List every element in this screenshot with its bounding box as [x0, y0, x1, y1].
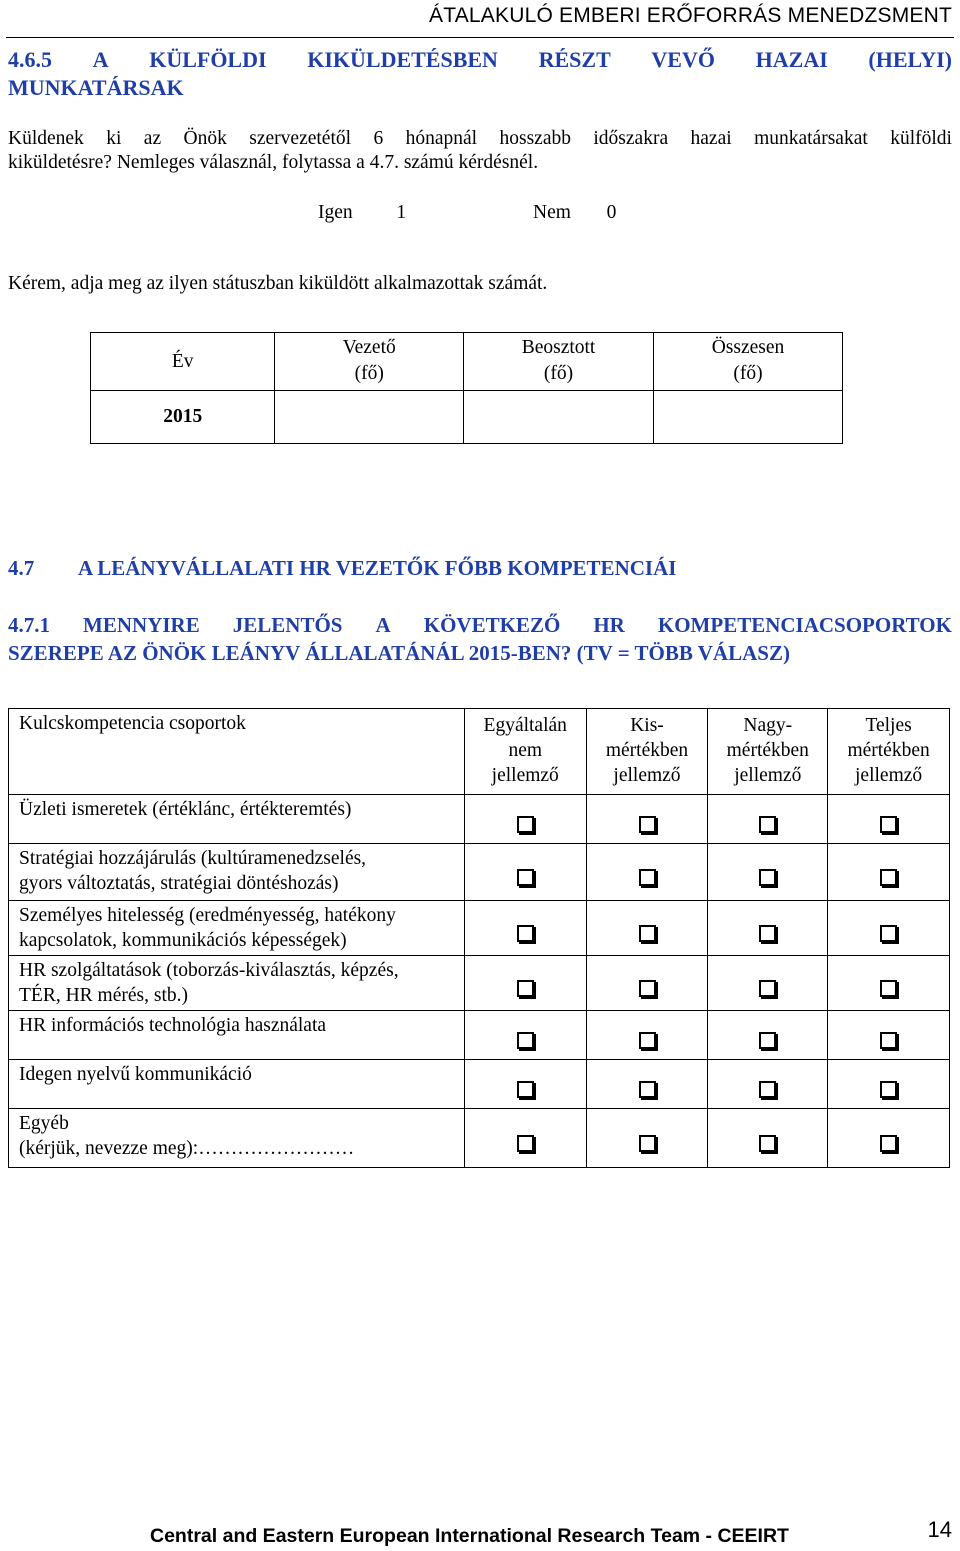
title-word: KÜLFÖLDI	[149, 47, 267, 72]
rating-cell	[828, 844, 950, 901]
checkbox-icon[interactable]	[880, 1081, 897, 1098]
title-word: A	[375, 613, 391, 637]
section-471-heading	[8, 611, 952, 667]
question-word: hónapnál	[405, 128, 478, 149]
no-label: Nem	[533, 202, 571, 223]
scale-header-line: mértékben	[605, 740, 689, 761]
competency-label-line: TÉR, HR mérés, stb.)	[19, 985, 188, 1006]
scale-header-not-typical	[464, 709, 586, 795]
rating-cell	[464, 844, 586, 901]
rating-cell	[708, 795, 828, 844]
scale-header-line: mértékben	[847, 740, 930, 761]
rating-cell	[464, 1060, 586, 1109]
checkbox-icon[interactable]	[759, 1135, 776, 1152]
rating-cell	[586, 956, 708, 1011]
rating-cell	[708, 901, 828, 956]
competency-label-line: Idegen nyelvű kommunikáció	[19, 1064, 252, 1085]
question-line2: kiküldetésre? Nemleges válasznál, folytassa a 4.7. számú kérdésnél.	[8, 152, 539, 173]
rating-cell	[708, 956, 828, 1011]
scale-header-line: jellemző	[734, 765, 802, 786]
scale-header-line: Kis-	[630, 715, 664, 736]
rating-cell	[708, 1109, 828, 1168]
scale-header-line: Teljes	[865, 715, 912, 736]
question-word: Küldenek	[8, 128, 84, 149]
col-leader-header	[275, 333, 464, 391]
checkbox-icon[interactable]	[639, 925, 656, 942]
competency-row	[9, 956, 950, 1011]
competency-label	[9, 901, 465, 956]
question-text	[8, 127, 952, 175]
question-word: külföldi	[890, 128, 952, 149]
checkbox-icon[interactable]	[880, 980, 897, 997]
scale-header-largely	[708, 709, 828, 795]
scale-header-line: Egyáltalán	[483, 715, 567, 736]
scale-header-line: jellemző	[855, 765, 923, 786]
year-cell: 2015	[91, 391, 275, 444]
count-table-header-row	[91, 333, 843, 391]
rating-cell	[464, 795, 586, 844]
rating-cell	[828, 1109, 950, 1168]
checkbox-icon[interactable]	[639, 869, 656, 886]
checkbox-icon[interactable]	[517, 1135, 534, 1152]
checkbox-icon[interactable]	[759, 925, 776, 942]
scale-header-line: mértékben	[726, 740, 809, 761]
competency-label-line: Egyéb	[19, 1113, 69, 1134]
title-word: 4.6.5	[8, 47, 52, 72]
checkbox-icon[interactable]	[639, 1081, 656, 1098]
question-word: Önök	[183, 128, 227, 149]
question-word: az	[143, 128, 162, 149]
scale-header-line: jellemző	[491, 765, 559, 786]
checkbox-icon[interactable]	[880, 1135, 897, 1152]
scale-header-line: nem	[508, 740, 543, 761]
rating-cell	[828, 956, 950, 1011]
checkbox-icon[interactable]	[759, 1081, 776, 1098]
rating-cell	[464, 1109, 586, 1168]
checkbox-icon[interactable]	[517, 925, 534, 942]
title-word: JELENTŐS	[232, 613, 343, 637]
rating-cell	[464, 1011, 586, 1060]
question-word: hosszabb	[499, 128, 571, 149]
competency-row	[9, 844, 950, 901]
rating-cell	[464, 901, 586, 956]
checkbox-icon[interactable]	[517, 1032, 534, 1049]
title-word: KOMPETENCIACSOPORTOK	[657, 613, 952, 637]
competency-label-line: Stratégiai hozzájárulás (kultúramenedzselés,	[19, 848, 367, 869]
checkbox-icon[interactable]	[517, 1081, 534, 1098]
col-total-line: (fő)	[733, 363, 763, 384]
scale-header-line: jellemző	[613, 765, 681, 786]
competency-label	[9, 956, 465, 1011]
checkbox-icon[interactable]	[759, 869, 776, 886]
competency-label	[9, 1109, 465, 1168]
rating-cell	[828, 1011, 950, 1060]
competency-label	[9, 1011, 465, 1060]
competency-row	[9, 1109, 950, 1168]
question-word: hazai	[690, 128, 732, 149]
question-line1	[8, 127, 952, 151]
question-word: ki	[106, 128, 122, 149]
checkbox-icon[interactable]	[639, 1032, 656, 1049]
scale-header-fully	[828, 709, 950, 795]
rating-cell	[828, 901, 950, 956]
title-word: HAZAI	[755, 47, 828, 72]
checkbox-icon[interactable]	[880, 816, 897, 833]
question-word: 6	[373, 128, 384, 149]
checkbox-icon[interactable]	[880, 1032, 897, 1049]
competency-label-line: Üzleti ismeretek (értéklánc, értékteremtés)	[19, 799, 352, 820]
question-word: munkatársakat	[754, 128, 868, 149]
page-number: 14	[927, 1517, 952, 1542]
total-count-field[interactable]	[654, 391, 843, 444]
col-leader-line: Vezető	[342, 337, 396, 358]
rating-cell	[586, 901, 708, 956]
rating-cell	[586, 1109, 708, 1168]
col-leader-line: (fő)	[354, 363, 384, 384]
title-word: 4.7.1	[8, 613, 50, 637]
competency-label	[9, 795, 465, 844]
checkbox-icon[interactable]	[639, 816, 656, 833]
title-word: MENNYIRE	[83, 613, 200, 637]
competency-group-header: Kulcskompetencia csoportok	[9, 709, 465, 795]
checkbox-icon[interactable]	[759, 1032, 776, 1049]
competency-label-line: Személyes hitelesség (eredményesség, hatékony	[19, 905, 396, 926]
rating-cell	[464, 956, 586, 1011]
col-subordinate-line: Beosztott	[521, 337, 596, 358]
rating-cell	[828, 795, 950, 844]
competency-table	[8, 708, 950, 1168]
col-year-header: Év	[91, 333, 275, 391]
title-word: RÉSZT	[538, 47, 611, 72]
section-465-title-line1	[8, 46, 952, 74]
col-subordinate-line: (fő)	[543, 363, 574, 384]
checkbox-icon[interactable]	[517, 816, 534, 833]
section-465-title-line2: MUNKATÁRSAK	[8, 75, 184, 100]
question-word: szervezetétől	[249, 128, 352, 149]
instruction-text: Kérem, adja meg az ilyen státuszban kiküldött alkalmazottak számát.	[8, 273, 548, 294]
yes-option[interactable]	[318, 202, 406, 224]
competency-row	[9, 1060, 950, 1109]
subordinate-count-field[interactable]	[464, 391, 654, 444]
competency-row	[9, 1011, 950, 1060]
section-47-heading	[8, 556, 676, 581]
title-word: A	[92, 47, 109, 72]
competency-rows	[9, 795, 950, 1168]
title-word: KÖVETKEZŐ	[423, 613, 561, 637]
count-table	[90, 332, 843, 444]
rating-cell	[708, 1011, 828, 1060]
footer-text: Central and Eastern European International Research Team - CEEIRT	[150, 1525, 789, 1547]
rating-cell	[708, 844, 828, 901]
running-header: ÁTALAKULÓ EMBERI ERŐFORRÁS MENEDZSMENT	[429, 4, 952, 27]
checkbox-icon[interactable]	[880, 925, 897, 942]
competency-label	[9, 844, 465, 901]
yes-label: Igen	[318, 202, 353, 223]
header-rule	[6, 37, 954, 38]
checkbox-icon[interactable]	[759, 816, 776, 833]
section-47-number: 4.7	[8, 556, 35, 580]
question-word: időszakra	[593, 128, 669, 149]
section-471-line2: SZEREPE AZ ÖNÖK LEÁNYV ÁLLALATÁNÁL 2015-BEN? (TV = TÖBB VÁLASZ)	[8, 641, 790, 665]
leader-count-field[interactable]	[275, 391, 464, 444]
competency-header-row	[9, 709, 950, 795]
scale-header-slightly	[586, 709, 708, 795]
rating-cell	[586, 1011, 708, 1060]
competency-label-line: gyors változtatás, stratégiai döntéshozás)	[19, 873, 339, 894]
checkbox-icon[interactable]	[639, 1135, 656, 1152]
section-465-title	[8, 46, 952, 102]
competency-label	[9, 1060, 465, 1109]
rating-cell	[586, 795, 708, 844]
rating-cell	[586, 844, 708, 901]
yes-code: 1	[396, 202, 407, 223]
checkbox-icon[interactable]	[759, 980, 776, 997]
checkbox-icon[interactable]	[517, 869, 534, 886]
col-subordinate-header	[464, 333, 654, 391]
competency-row	[9, 795, 950, 844]
scale-header-line: Nagy-	[743, 715, 793, 736]
title-word: VEVŐ	[651, 47, 715, 72]
competency-label-line: HR szolgáltatások (toborzás-kiválasztás, képzés,	[19, 960, 399, 981]
rating-cell	[828, 1060, 950, 1109]
competency-label-line: (kérjük, nevezze meg):……………………	[19, 1138, 355, 1159]
competency-label-line: HR információs technológia használata	[19, 1015, 327, 1036]
col-total-line: Összesen	[711, 337, 785, 358]
no-code: 0	[606, 202, 617, 223]
no-option[interactable]	[533, 202, 616, 224]
count-table-row-2015	[91, 391, 843, 444]
section-47-title: A LEÁNYVÁLLALATI HR VEZETŐK FŐBB KOMPETENCIÁI	[78, 556, 677, 580]
rating-cell	[586, 1060, 708, 1109]
rating-cell	[708, 1060, 828, 1109]
competency-row	[9, 901, 950, 956]
title-word: KIKÜLDETÉSBEN	[307, 47, 498, 72]
title-word: HR	[593, 613, 625, 637]
col-total-header	[654, 333, 843, 391]
title-word: (HELYI)	[868, 47, 952, 72]
competency-label-line: kapcsolatok, kommunikációs képességek)	[19, 930, 347, 951]
checkbox-icon[interactable]	[517, 980, 534, 997]
checkbox-icon[interactable]	[880, 869, 897, 886]
section-471-line1	[8, 611, 952, 639]
checkbox-icon[interactable]	[639, 980, 656, 997]
